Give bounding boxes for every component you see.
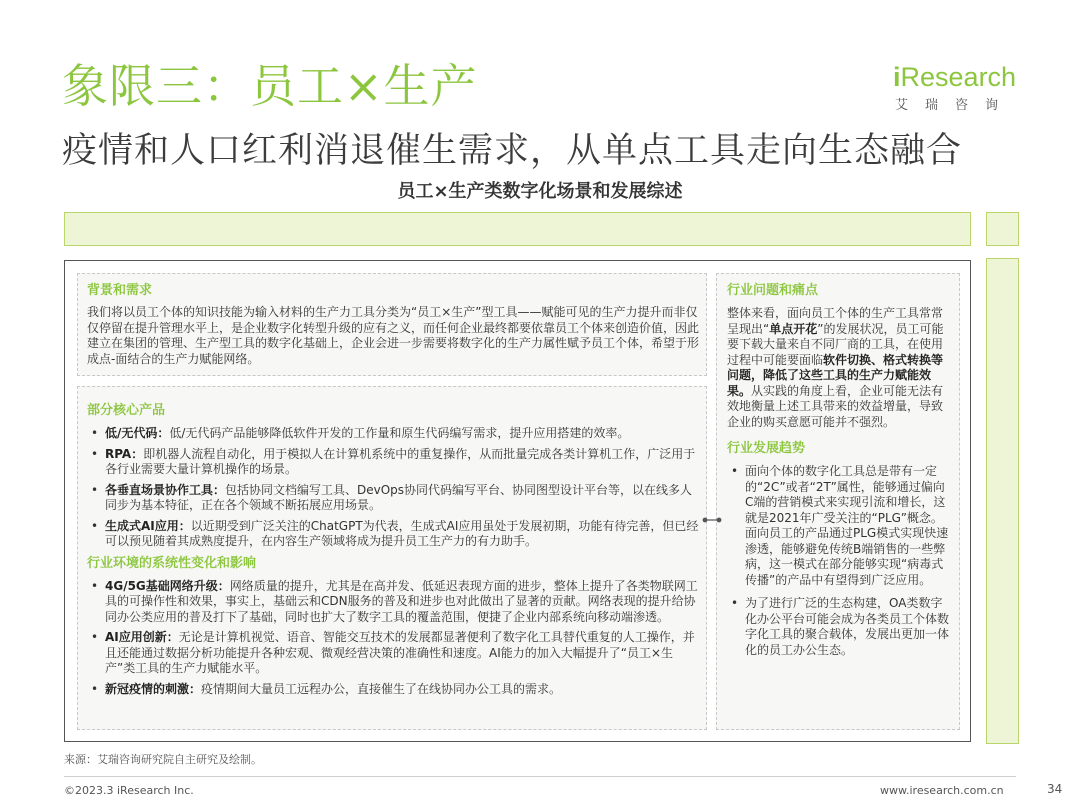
section-title: 员工×生产类数字化场景和发展综述: [397, 181, 683, 202]
source-note: 来源：艾瑞咨询研究院自主研究及绘制。: [64, 753, 262, 766]
iresearch-logo: [893, 62, 1028, 114]
list-item: • 4G/5G基础网络升级：网络质量的提升，尤其是在高并发、低延迟表现方面的进步，整体上提升了各类物联网工具的可操作性和效果，事实上，基础云和CDN服务的普及和进步也对此做出了显著的贡献。网络表现的提升给协同办公类应用的普及打下了基础，同时也扩大了数字工具的覆盖范围，便捷了企业内部系统向移动端渗透。: [87, 579, 699, 626]
copyright: ©2023.3 iResearch Inc.: [64, 784, 194, 797]
list-item: • RPA：即机器人流程自动化，用于模拟人在计算机系统中的重复操作，从而批量完成各类计算机工作，广泛用于各行业需要大量计算机操作的场景。: [87, 447, 699, 478]
page-subtitle: 疫情和人口红利消退催生需求，从单点工具走向生态融合: [62, 131, 963, 171]
env-changes-heading: 行业环境的系统性变化和影响: [87, 555, 257, 571]
core-products-heading: 部分核心产品: [87, 403, 166, 418]
pain-points-text: 整体来看，面向员工个体的生产工具常常呈现出“单点开花”的发展状况，员工可能要下载大量来自不同厂商的工具，在使用过程中可能要面临软件切换、格式转换等问题，降低了这些工具的生产力赋能效果。从实践的角度上看，企业可能无法有效地衡量上述工具带来的效益增量，导致企业的购买意愿可能并不强烈。: [727, 306, 944, 429]
logo-cn-text: 艾瑞咨询: [895, 98, 1016, 113]
logo-wordmark: iResearch: [893, 62, 1017, 92]
core-products-list: [87, 426, 699, 550]
list-item: • AI应用创新：无论是计算机视觉、语音、智能交互技术的发展都显著便利了数字化工具替代重复的人工操作，并且还能通过数据分析功能提升各种宏观、微观经营决策的准确性和速度。AI能力的加入大幅提升了“员工×生产”类工具的生产力赋能水平。: [87, 630, 699, 677]
background-heading: 背景和需求: [87, 283, 153, 298]
list-item: • 面向个体的数字化工具总是带有一定的“2C”或者“2T”属性，能够通过偏向C端的营销模式来实现引流和增长，这就是2021年广受关注的“PLG”概念。面向员工的产品通过PLG模式实现快速渗透，能够避免传统B端销售的一些弊病，这一模式在部分能够实现“病毒式传播”的产品中有望得到广泛应用。: [727, 464, 953, 588]
site-url[interactable]: www.iresearch.com.cn: [880, 784, 1004, 797]
trends-heading: 行业发展趋势: [727, 441, 806, 456]
list-item: • 低/无代码：低/无代码产品能够降低软件开发的工作量和原生代码编写需求，提升应用搭建的效率。: [87, 426, 699, 442]
background-text: 我们将以员工个体的知识技能为输入材料的生产力工具分类为“员工×生产”型工具——赋能可见的生产力提升而非仅仅停留在提升管理水平上，是企业数字化转型升级的应有之义，而任何企业最终都要依靠员工个体来创造价值，因此建立在集团的管理、生产型工具的数字化基础上，企业会进一步需要将数字化的生产力属性赋予员工个体，希望于形成点-面结合的生产力赋能网络。: [87, 305, 700, 366]
env-changes-list: [87, 579, 699, 698]
page-title: 象限三：员工×生产: [62, 59, 478, 113]
core-products-block: [87, 402, 699, 702]
side-band-top: [986, 212, 1019, 246]
footer-divider: [64, 776, 1016, 777]
page-number: 34: [1047, 782, 1063, 796]
list-item: • 生成式AI应用：以近期受到广泛关注的ChatGPT为代表，生成式AI应用虽处于发展初期，功能有待完善，但已经可以预见随着其成熟度提升，在内容生产领域将成为提升员工生产力的有力助手。: [87, 519, 699, 550]
background-block: [87, 282, 699, 367]
list-item: • 各垂直场景协作工具：包括协同文档编写工具、DevOps协同代码编写平台、协同图型设计平台等，以在线多人同步为基本特征，正在各个领域不断拓展应用场景。: [87, 483, 699, 514]
list-item: • 新冠疫情的刺激：疫情期间大量员工远程办公，直接催生了在线协同办公工具的需求。: [87, 682, 699, 698]
header-band: [64, 212, 971, 246]
list-item: • 为了进行广泛的生态构建，OA类数字化办公平台可能会成为各类员工个体数字化工具的聚合载体，发展出更加一体化的员工办公生态。: [727, 596, 953, 658]
trends-list: [727, 464, 953, 658]
industry-block: [727, 282, 953, 663]
side-band: [986, 258, 1019, 744]
connector-icon: [702, 515, 722, 525]
pain-points-heading: 行业问题和痛点: [727, 283, 819, 298]
